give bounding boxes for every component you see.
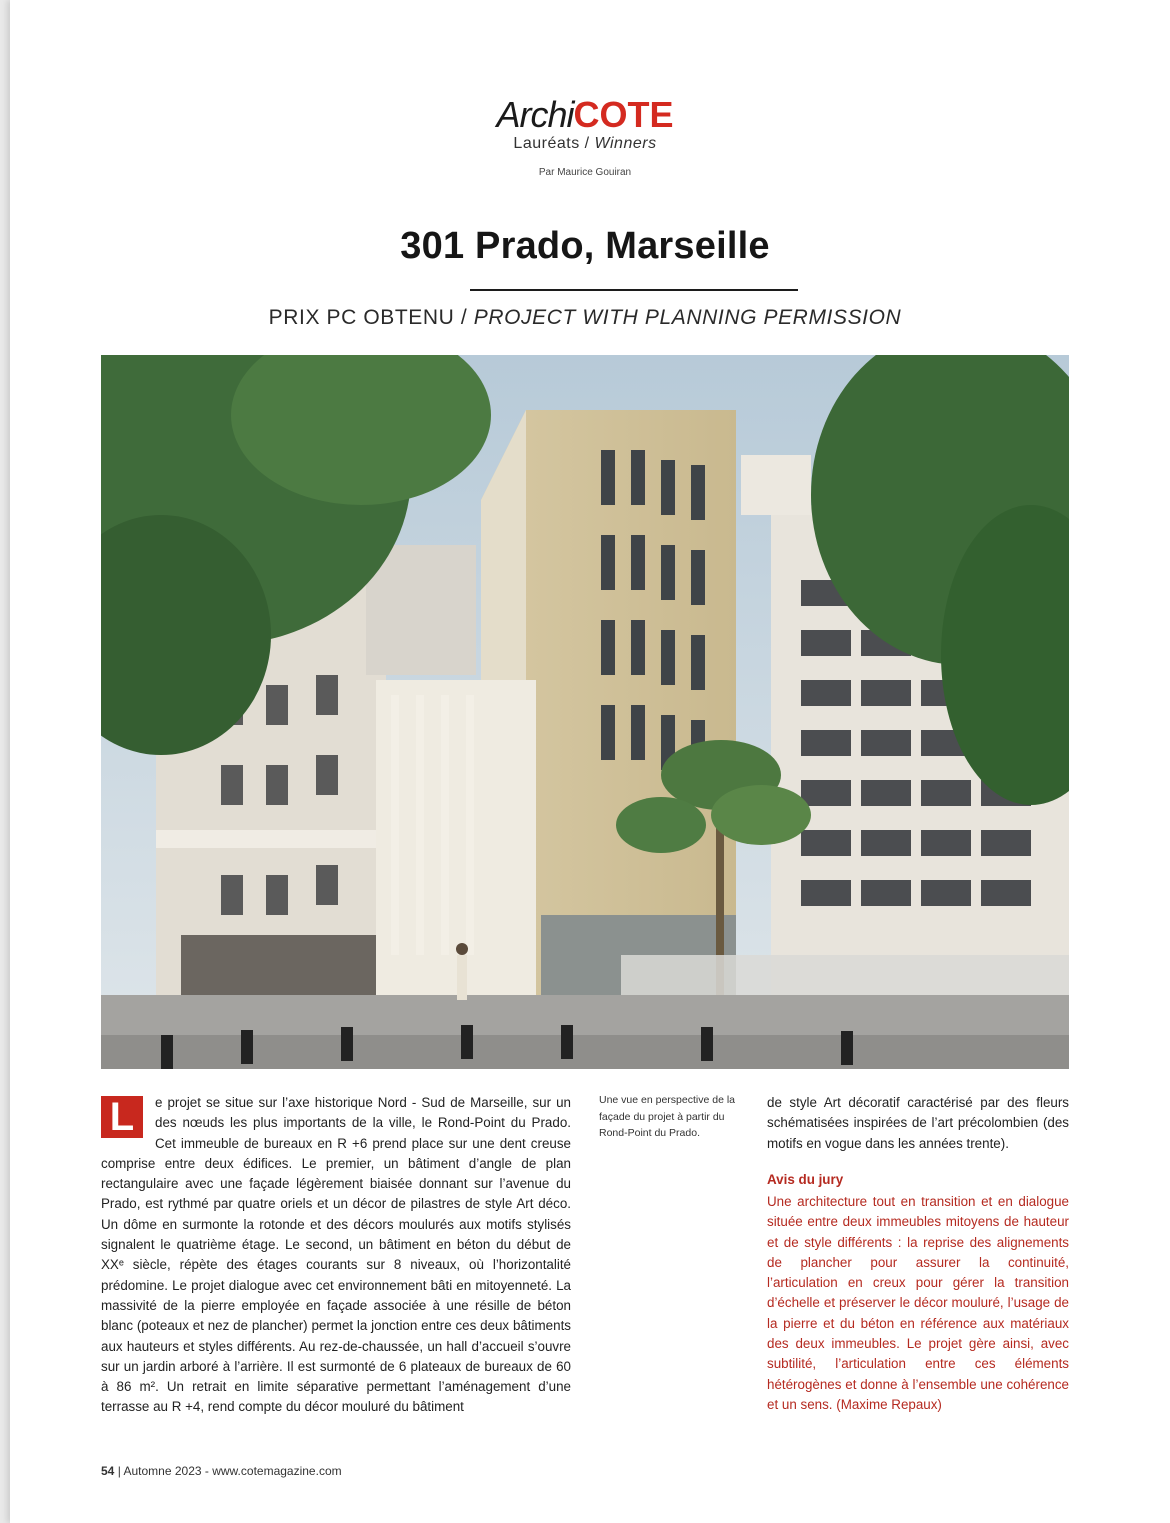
section-label-en: Winners [594, 135, 657, 152]
subtitle-separator: / [454, 306, 474, 329]
logo-cote: COTE [573, 94, 674, 135]
title-divider [470, 289, 798, 291]
building-illustration [101, 355, 1069, 1069]
section-label-separator: / [579, 135, 595, 152]
section-label-fr: Lauréats [513, 135, 580, 152]
archicote-logo [0, 95, 1170, 178]
article-subtitle [0, 306, 1170, 330]
article-body-right: de style Art décoratif caractérisé par des fleurs schématisées inspirées de l’art précolombien (des motifs en vogue dans les années trente). [767, 1095, 1069, 1151]
jury-opinion: Une architecture tout en transition et en dialogue située entre deux immeubles mitoyens de hauteur et de style différents : la reprise des alignements de plancher pour assurer la continuité, l’articulation en creux pour gérer la transition d’échelle et préserver le décor mouluré, l’usage de la pierre et du béton en référence aux matériaux des deux immeubles. Le projet gère ainsi, avec subtilité, l’articulation entre ces éléments hétérogènes et donne à l’ensemble une cohérence et un sens. (Maxime Repaux) [767, 1194, 1069, 1412]
article-body-left [101, 1093, 571, 1418]
footer-separator: | [117, 1464, 121, 1478]
section-label [0, 135, 1170, 153]
issue-and-website: Automne 2023 - www.cotemagazine.com [123, 1464, 342, 1478]
logo-wordmark [0, 95, 1170, 135]
dropcap: L [101, 1096, 143, 1138]
page-footer [101, 1464, 342, 1478]
subtitle-en: PROJECT WITH PLANNING PERMISSION [473, 306, 902, 329]
building-photo [101, 355, 1069, 1069]
page-number: 54 [101, 1464, 115, 1478]
article-title: 301 Prado, Marseille [400, 225, 770, 267]
photo-caption: Une vue en perspective de la façade du projet à partir du Rond-Point du Prado. [599, 1094, 736, 1140]
logo-archi: Archi [496, 94, 574, 135]
byline: Par Maurice Gouiran [538, 167, 632, 178]
subtitle-fr: PRIX PC OBTENU [268, 306, 455, 329]
jury-heading: Avis du jury [767, 1172, 844, 1187]
body-left-text: e projet se situe sur l’axe historique Nord - Sud de Marseille, sur un des nœuds les plus importants de la ville, le Rond-Point du Prado. Cet immeuble de bureaux en R +6 prend place sur une dent creuse comprise entre deux édifices. Le premier, un bâtiment d’angle de plan rectangulaire avec une façade légèrement biaisée donnant sur l’avenue du Prado, est rythmé par quatre oriels et un décor de pilastres de style Art déco. Un dôme en surmonte la rotonde et des décors moulurés aux motifs stylisés signalent le quatrième étage. Le second, un bâtiment en béton du début de XXᵉ siècle, répète des étages courants sur 8 niveaux, où l’horizontalité prédomine. Le projet dialogue avec cet environnement bâti en mitoyenneté. La massivité de la pierre employée en façade associée à une résille de béton blanc (poteaux et nez de plancher) permet la jonction entre ces deux bâtiments aux hauteurs et styles différents. Au rez-de-chaussée, un hall d’accueil s’ouvre sur un jardin arboré à l’arrière. Il est surmonté de 6 plateaux de bureaux de 60 à 86 m². Un retrait en limite séparative permettant l’aménagement d’une terrasse au R +4, rend compte du décor mouluré du bâtiment [101, 1095, 571, 1415]
